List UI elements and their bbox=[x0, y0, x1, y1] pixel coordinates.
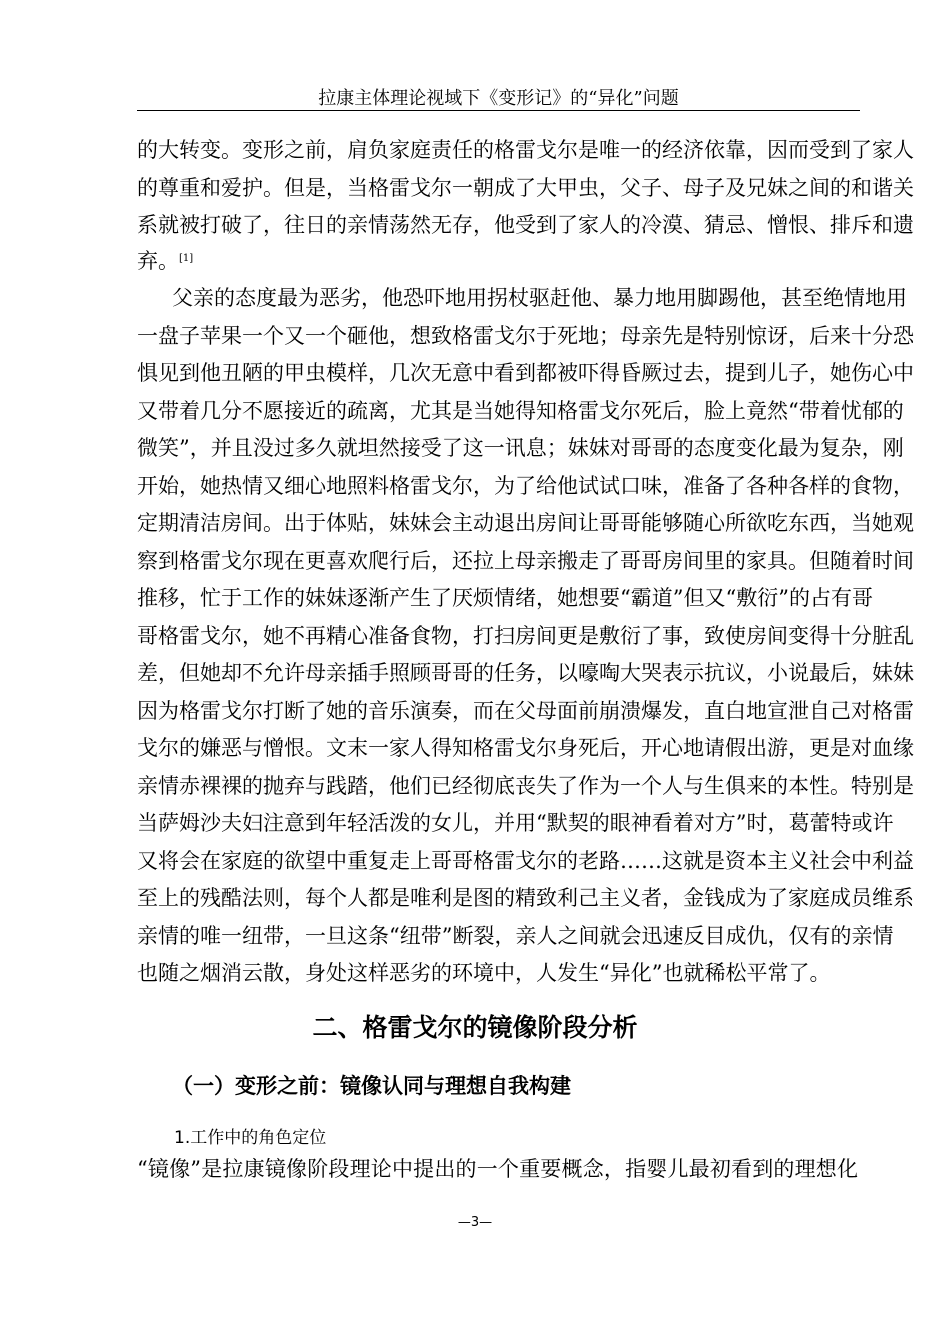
section-heading: 二、格雷戈尔的镜像阶段分析 bbox=[312, 1013, 638, 1042]
text-line: 又将会在家庭的欲望中重复走上哥哥格雷戈尔的老路……这就是资本主义社会中利益 bbox=[137, 848, 914, 873]
text-line: 至上的残酷法则，每个人都是唯利是图的精致利己主义者，金钱成为了家庭成员维系 bbox=[137, 886, 914, 910]
text-line: 的尊重和爱护。但是，当格雷戈尔一朝成了大甲虫，父子、母子及兄妹之间的和谐关 bbox=[137, 176, 914, 200]
text-line: 的大转变。变形之前，肩负家庭责任的格雷戈尔是唯一的经济依靠，因而受到了家人 bbox=[137, 138, 914, 162]
text-line: 父亲的态度最为恶劣，他恐吓地用拐杖驱赶他、暴力地用脚踢他，甚至绝情地用 bbox=[172, 286, 907, 310]
text-line: 系就被打破了，往日的亲情荡然无存，他受到了家人的冷漠、猜忌、憎恨、排斥和遗 bbox=[137, 213, 914, 237]
text-line: 推移，忙于工作的妹妹逐渐产生了厌烦情绪，她想要“霸道”但又“敷衍”的占有哥 bbox=[137, 586, 873, 610]
text-line: 微笑”，并且没过多久就坦然接受了这一讯息；妹妹对哥哥的态度变化最为复杂，刚 bbox=[137, 436, 904, 460]
text-line: 定期清洁房间。出于体贴，妹妹会主动退出房间让哥哥能够随心所欲吃东西，当她观 bbox=[137, 511, 914, 535]
subsubsection-heading: 1.工作中的角色定位 bbox=[174, 1128, 327, 1148]
text: 弃。 bbox=[137, 249, 179, 273]
text-line: “镜像”是拉康镜像阶段理论中提出的一个重要概念，指婴儿最初看到的理想化 bbox=[137, 1157, 858, 1181]
text-line: 差，但她却不允许母亲插手照顾哥哥的任务，以嚎啕大哭表示抗议，小说最后，妹妹 bbox=[137, 661, 914, 685]
citation-ref[interactable]: [1] bbox=[179, 253, 194, 264]
running-header: 拉康主体理论视域下《变形记》的“异化”问题 bbox=[137, 88, 860, 111]
text-line: 亲情赤裸裸的抛弃与践踏，他们已经彻底丧失了作为一个人与生俱来的本性。特别是 bbox=[137, 773, 914, 798]
text-line: 戈尔的嫌恶与憎恨。文末一家人得知格雷戈尔身死后，开心地请假出游，更是对血缘 bbox=[137, 736, 914, 760]
text-line: 又带着几分不愿接近的疏离，尤其是当她得知格雷戈尔死后，脸上竟然“带着忧郁的 bbox=[137, 398, 904, 423]
text-line: 惧见到他丑陋的甲虫模样，几次无意中看到都被吓得昏厥过去，提到儿子，她伤心中 bbox=[137, 361, 914, 385]
text-line: 一盘子苹果一个又一个砸他，想致格雷戈尔于死地；母亲先是特别惊讶，后来十分恐 bbox=[137, 323, 914, 348]
text-line: 因为格雷戈尔打断了她的音乐演奏，而在父母面前崩溃爆发，直白地宣泄自己对格雷 bbox=[137, 698, 914, 723]
text-line-with-citation bbox=[137, 248, 858, 274]
text-line: 察到格雷戈尔现在更喜欢爬行后，还拉上母亲搬走了哥哥房间里的家具。但随着时间 bbox=[137, 548, 914, 573]
text-line: 亲情的唯一纽带，一旦这条“纽带”断裂，亲人之间就会迅速反目成仇，仅有的亲情 bbox=[137, 923, 894, 948]
page-number: —3— bbox=[457, 1215, 493, 1230]
text-line: 当萨姆沙夫妇注意到年轻活泼的女儿，并用“默契的眼神看着对方”时，葛蕾特或许 bbox=[137, 811, 894, 835]
text-line: 也随之烟消云散，身处这样恶劣的环境中，人发生“异化”也就稀松平常了。 bbox=[137, 961, 831, 985]
text-line: 开始，她热情又细心地照料格雷戈尔，为了给他试试口味，准备了各种各样的食物， bbox=[137, 473, 914, 498]
text-line: 哥格雷戈尔，她不再精心准备食物，打扫房间更是敷衍了事，致使房间变得十分脏乱 bbox=[137, 623, 914, 648]
subsection-heading: （一）变形之前：镜像认同与理想自我构建 bbox=[172, 1074, 571, 1098]
